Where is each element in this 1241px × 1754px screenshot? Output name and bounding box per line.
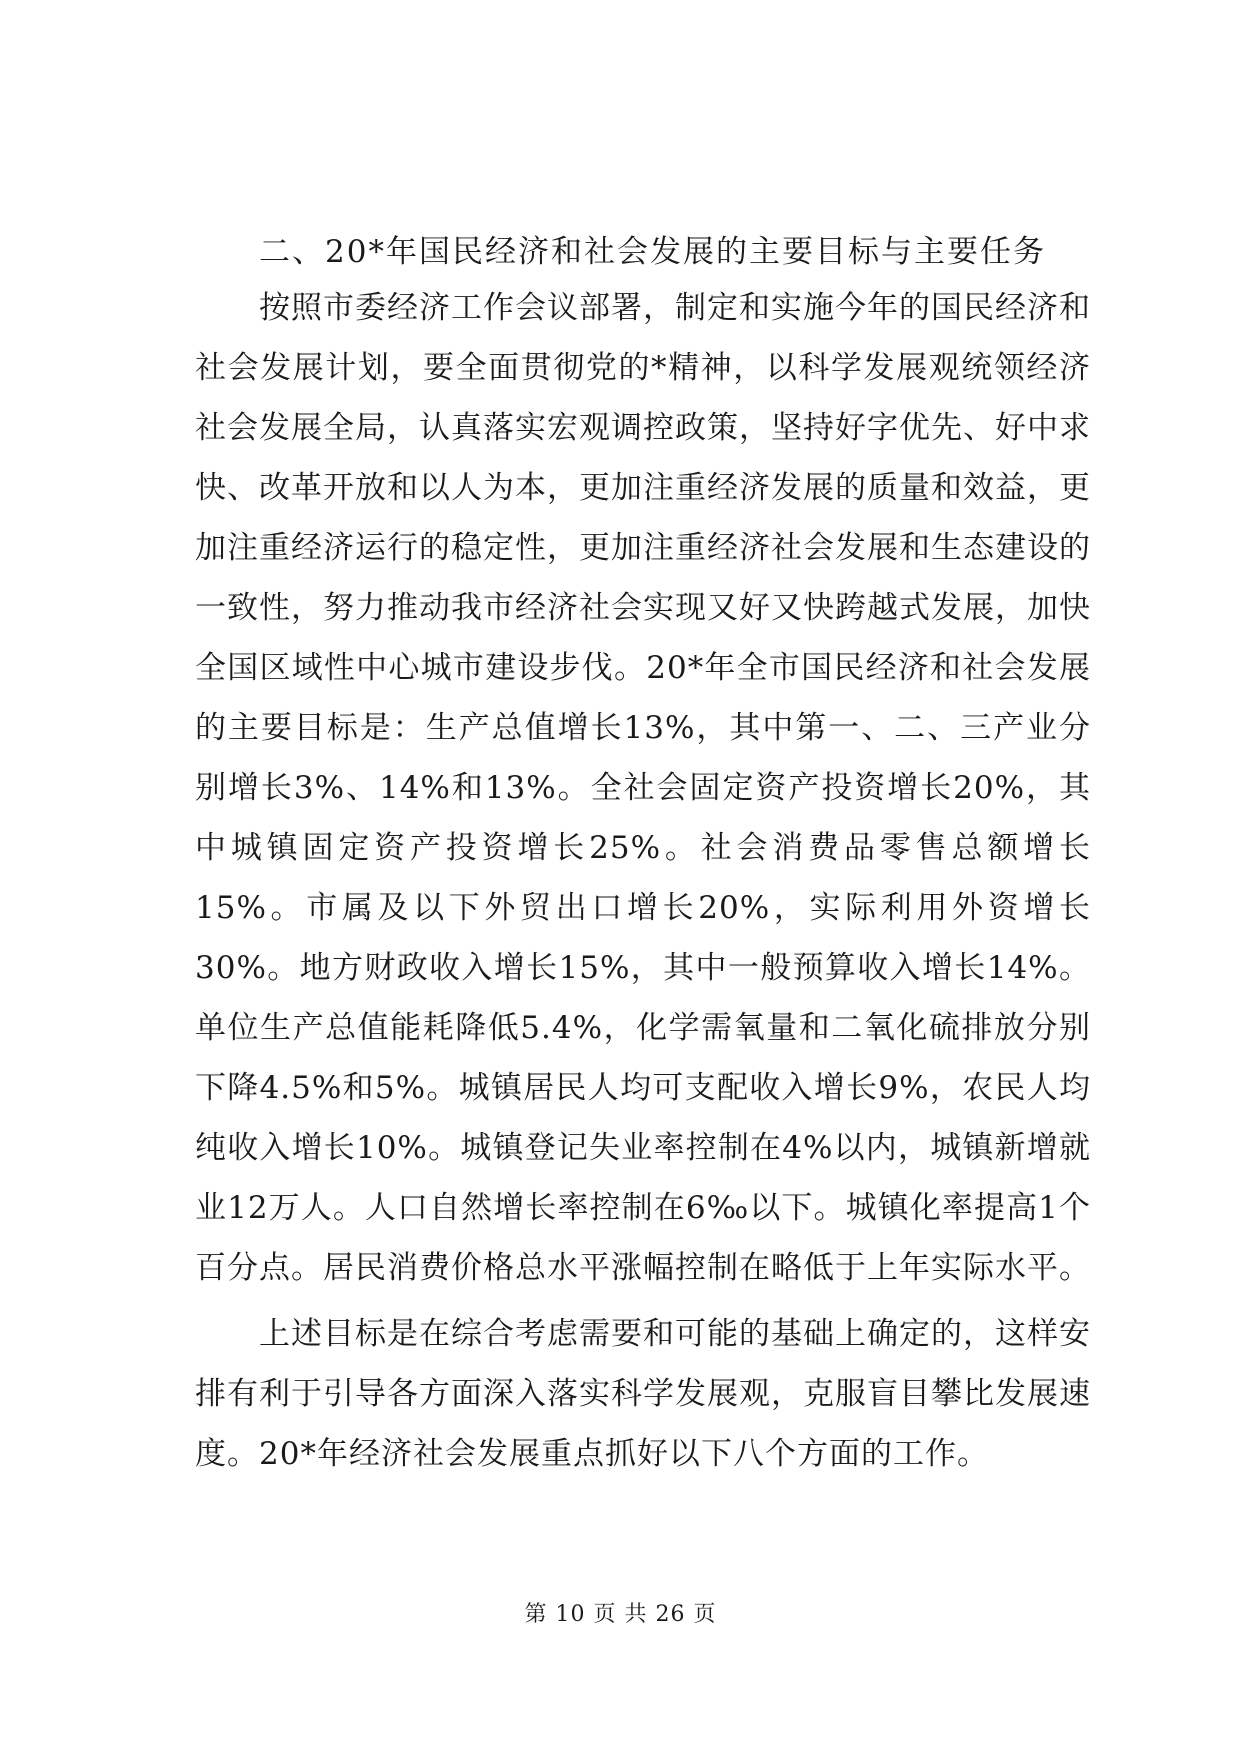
page-number-footer: 第 10 页 共 26 页 xyxy=(524,1602,717,1627)
section-heading: 二、20*年国民经济和社会发展的主要目标与主要任务 xyxy=(259,234,1046,270)
body-paragraph-tasks: 上述目标是在综合考虑需要和可能的基础上确定的，这样安排有利于引导各方面深入落实科学发展观，克服盲目攀比发展速度。20*年经济社会发展重点抓好以下八个方面的工作。 xyxy=(195,1316,1091,1472)
body-paragraph-goals: 按照市委经济工作会议部署，制定和实施今年的国民经济和社会发展计划，要全面贯彻党的*精神，以科学发展观统领经济社会发展全局，认真落实宏观调控政策，坚持好字优先、好中求快、改革开放和以人为本，更加注重经济发展的质量和效益，更加注重经济运行的稳定性，更加注重经济社会发展和生态建设的一致性，努力推动我市经济社会实现又好又快跨越式发展，加快全国区域性中心城市建设步伐。20*年全市国民经济和社会发展的主要目标是：生产总值增长13%，其中第一、二、三产业分别增长3%、14%和13%。全社会固定资产投资增长20%，其中城镇固定资产投资增长25%。社会消费品零售总额增长15%。市属及以下外贸出口增长20%，实际利用外资增长30%。地方财政收入增长15%，其中一般预算收入增长14%。单位生产总值能耗降低5.4%，化学需氧量和二氧化硫排放分别下降4.5%和5%。城镇居民人均可支配收入增长9%，农民人均纯收入增长10%。城镇登记失业率控制在4%以内，城镇新增就业12万人。人口自然增长率控制在6‰以下。城镇化率提高1个百分点。居民消费价格总水平涨幅控制在略低于上年实际水平。 xyxy=(195,290,1091,1286)
page-content xyxy=(195,230,1091,1484)
